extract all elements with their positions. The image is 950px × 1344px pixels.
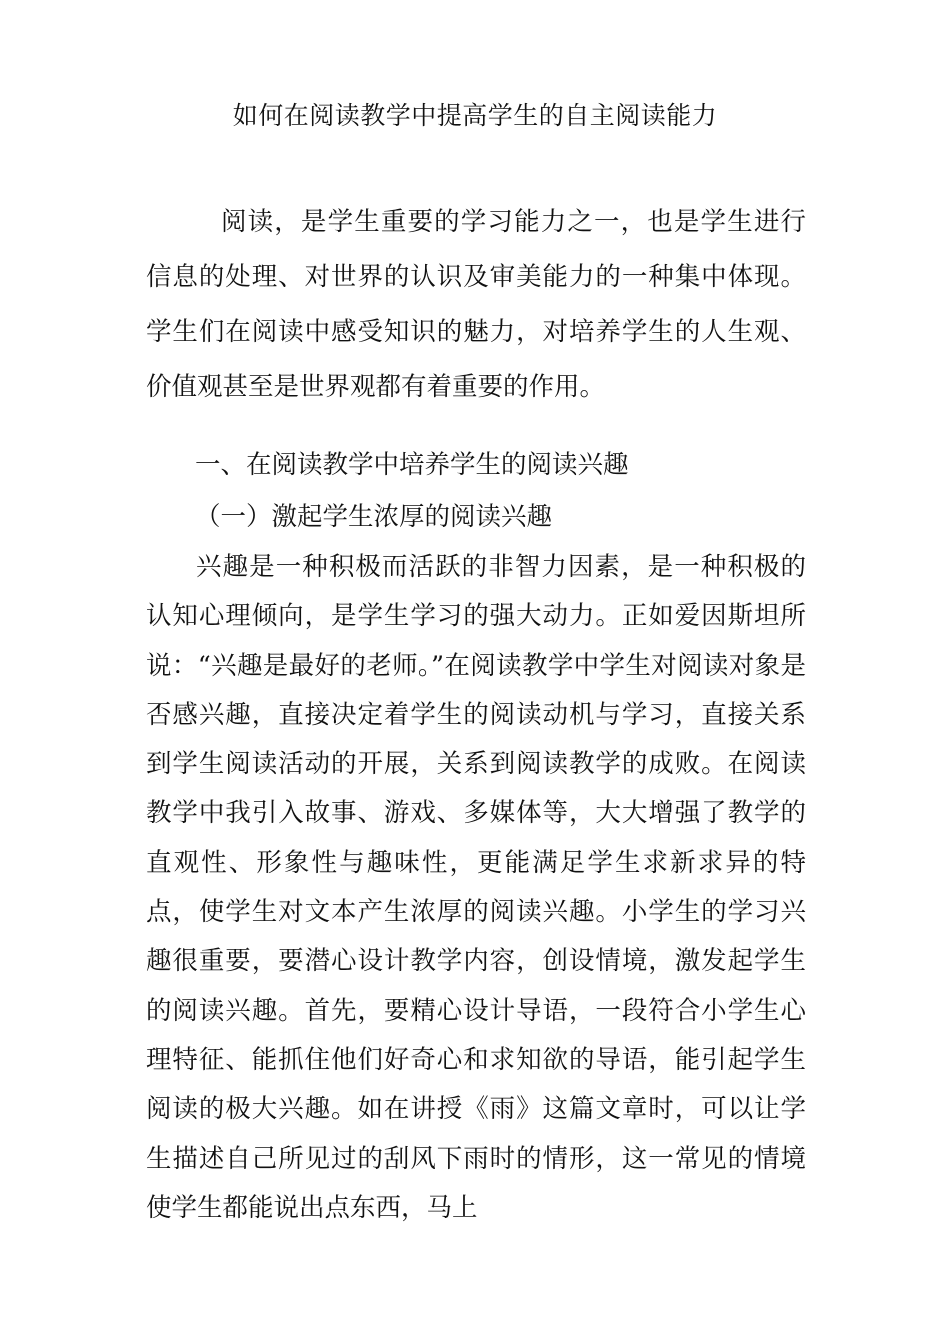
section-heading: 一、在阅读教学中培养学生的阅读兴趣 — [195, 450, 629, 480]
subsection-heading: （一）激起学生浓厚的阅读兴趣 — [195, 502, 553, 532]
document-title: 如何在阅读教学中提高学生的自主阅读能力 — [232, 101, 718, 130]
intro-paragraph: 阅读，是学生重要的学习能力之一，也是学生进行信息的处理、对世界的认识及审美能力的一种集中体现。学生们在阅读中感受知识的魅力，对培养学生的人生观、价值观甚至是世界观都有着重要的作用。 — [146, 207, 806, 402]
body-paragraph: 兴趣是一种积极而活跃的非智力因素，是一种积极的认知心理倾向，是学生学习的强大动力。正如爱因斯坦所说：“兴趣是最好的老师。”在阅读教学中学生对阅读对象是否感兴趣，直接决定着学生的阅读动机与学习，直接关系到学生阅读活动的开展，关系到阅读教学的成败。在阅读教学中我引入故事、游戏、多媒体等，大大增强了教学的直观性、形象性与趣味性，更能满足学生求新求异的特点，使学生对文本产生浓厚的阅读兴趣。小学生的学习兴趣很重要，要潜心设计教学内容，创设情境，激发起学生的阅读兴趣。首先，要精心设计导语，一段符合小学生心理特征、能抓住他们好奇心和求知欲的导语，能引起学生阅读的极大兴趣。如在讲授《雨》这篇文章时，可以让学生描述自己所见过的刮风下雨时的情形，这一常见的情境使学生都能说出点东西，马上 — [146, 552, 806, 1223]
